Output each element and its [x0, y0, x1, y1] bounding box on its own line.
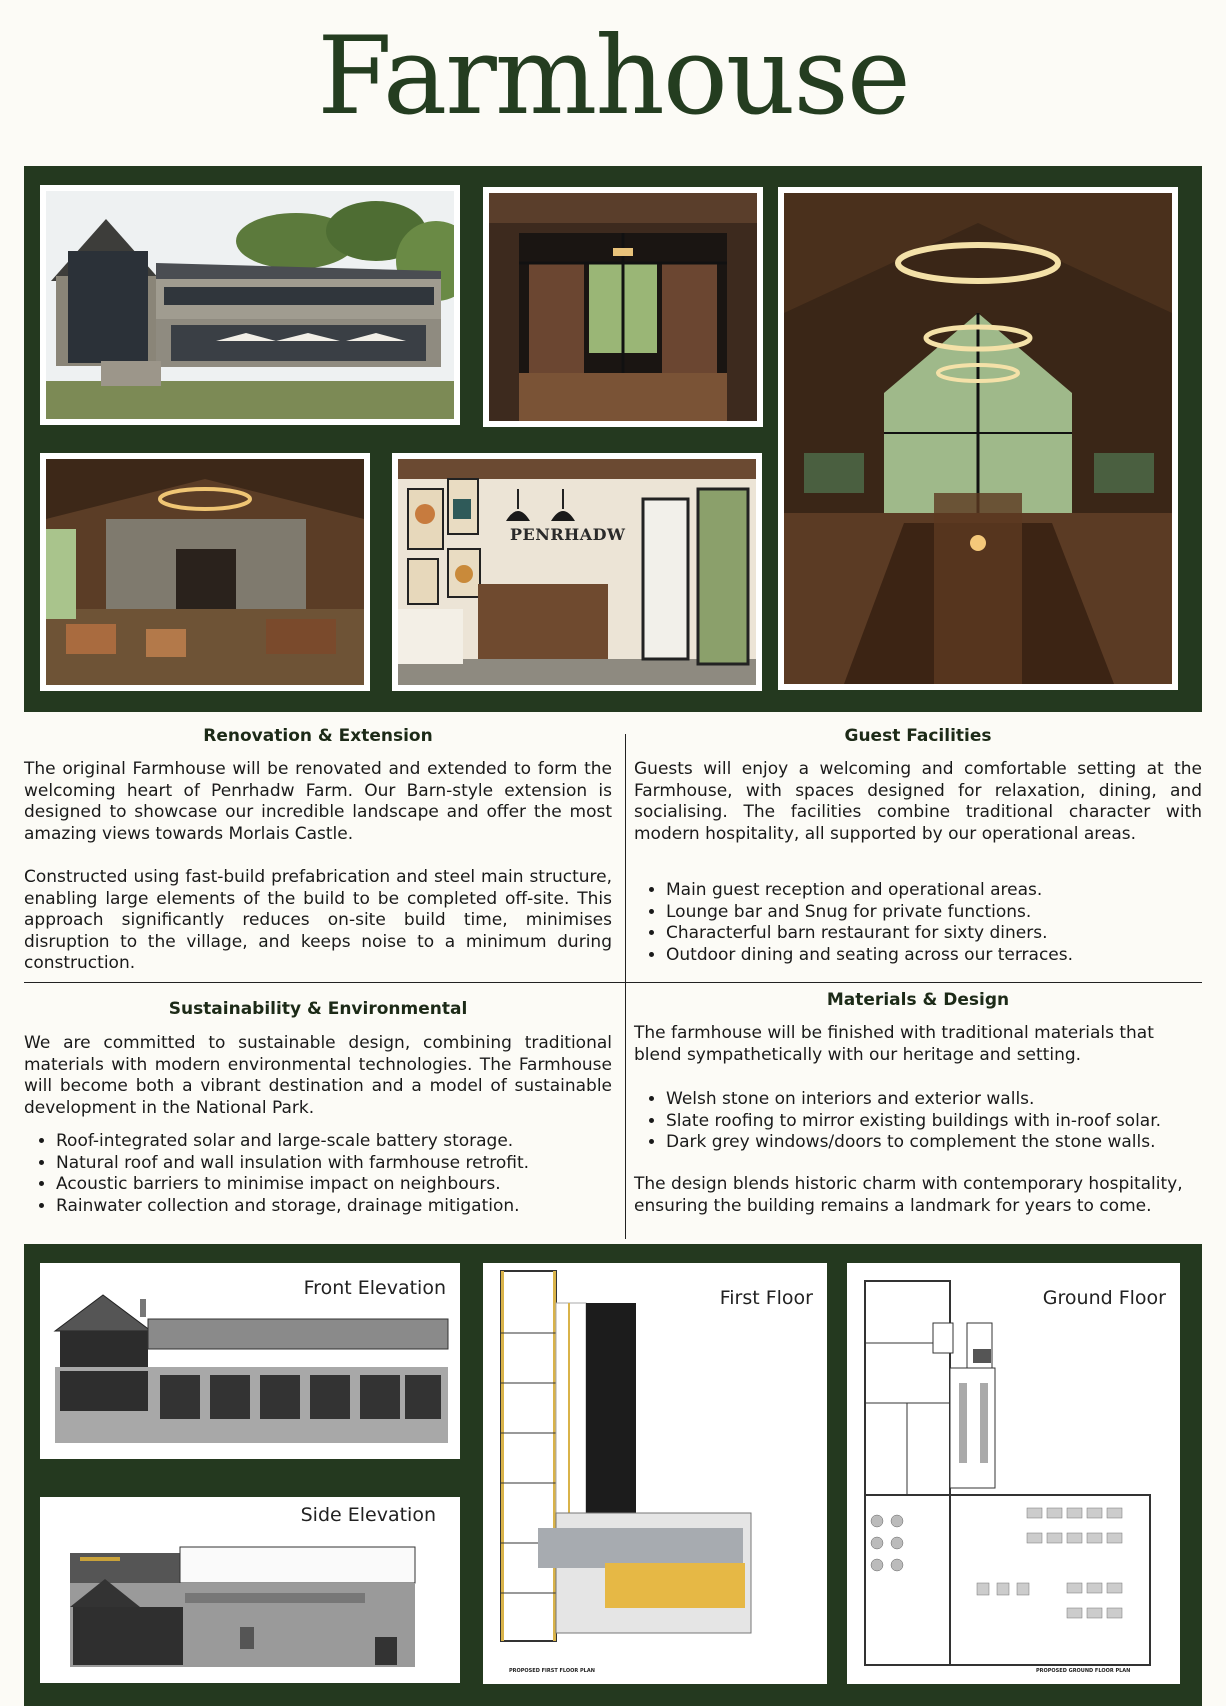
list-item: • Dark grey windows/doors to complement the stone walls.: [666, 1132, 1226, 1154]
sustainability-heading: Sustainability & Environmental: [168, 999, 468, 1019]
materials-paragraph-1: The farmhouse will be finished with traditional materials that blend sympathetically with our heritage and setting.: [634, 1023, 1154, 1065]
list-item: • Main guest reception and operational areas.: [666, 880, 1226, 902]
sustainability-list: [24, 1131, 636, 1217]
list-item: • Roof-integrated solar and large-scale battery storage.: [56, 1131, 636, 1153]
first-floor-label: First Floor: [719, 1287, 813, 1309]
ground-floor-caption: PROPOSED GROUND FLOOR PLAN: [1036, 1668, 1131, 1674]
front-elevation-drawing: [40, 1263, 460, 1459]
horizontal-divider: [24, 982, 1202, 983]
guest-facilities-paragraph: Guests will enjoy a welcoming and comfortable setting at the Farmhouse, with spaces designed for relaxation, dining, and socialising. The facilities combine traditional character with modern hospitality, all supported by our operational areas.: [634, 759, 1202, 844]
guest-facilities-heading: Guest Facilities: [844, 726, 992, 746]
first-floor-plan: [483, 1263, 827, 1684]
first-floor-caption: PROPOSED FIRST FLOOR PLAN: [509, 1668, 595, 1674]
side-elevation-label: Side Elevation: [300, 1504, 436, 1526]
materials-paragraph-2: The design blends historic charm with contemporary hospitality, ensuring the building remains a landmark for years to come.: [634, 1174, 1183, 1216]
reception-sign: PENRHADW: [510, 525, 626, 544]
renovation-heading: Renovation & Extension: [203, 726, 433, 746]
guest-facilities-list: [634, 880, 1226, 966]
sustainability-paragraph: We are committed to sustainable design, combining traditional materials with modern environmental technologies. The Farmhouse will become both a vibrant destination and a model of sustainable development in the National Park.: [24, 1033, 612, 1118]
page-title: Farmhouse: [317, 14, 909, 139]
list-item: • Slate roofing to mirror existing buildings with in-roof solar.: [666, 1111, 1226, 1133]
list-item: • Rainwater collection and storage, drainage mitigation.: [56, 1196, 636, 1218]
list-item: • Acoustic barriers to minimise impact on neighbours.: [56, 1174, 636, 1196]
front-elevation-label: Front Elevation: [303, 1277, 446, 1299]
list-item: • Lounge bar and Snug for private functions.: [666, 902, 1226, 924]
lounge-photo: [40, 453, 370, 691]
list-item: • Welsh stone on interiors and exterior walls.: [666, 1089, 1226, 1111]
corridor-photo: [483, 187, 763, 427]
ground-floor-plan: [847, 1263, 1180, 1684]
ground-floor-label: Ground Floor: [1042, 1287, 1166, 1309]
restaurant-photo: [778, 187, 1178, 690]
renovation-paragraph-1: The original Farmhouse will be renovated and extended to form the welcoming heart of Penrhadw Farm. Our Barn-style extension is designed to showcase our incredible landscape and offer the most amazing views towards Morlais Castle.: [24, 759, 612, 844]
side-elevation-drawing: [40, 1497, 460, 1683]
renovation-paragraph-2: Constructed using fast-build prefabrication and steel main structure, enabling large elements of the build to be completed off-site. This approach significantly reduces on-site build time, minimises disruption to the village, and keeps noise to a minimum during construction.: [24, 867, 612, 973]
list-item: • Characterful barn restaurant for sixty diners.: [666, 923, 1226, 945]
list-item: • Outdoor dining and seating across our terraces.: [666, 945, 1226, 967]
materials-heading: Materials & Design: [826, 990, 1010, 1010]
materials-list: [634, 1089, 1226, 1154]
list-item: • Natural roof and wall insulation with farmhouse retrofit.: [56, 1153, 636, 1175]
reception-photo: [392, 453, 762, 691]
exterior-photo: [40, 185, 460, 425]
